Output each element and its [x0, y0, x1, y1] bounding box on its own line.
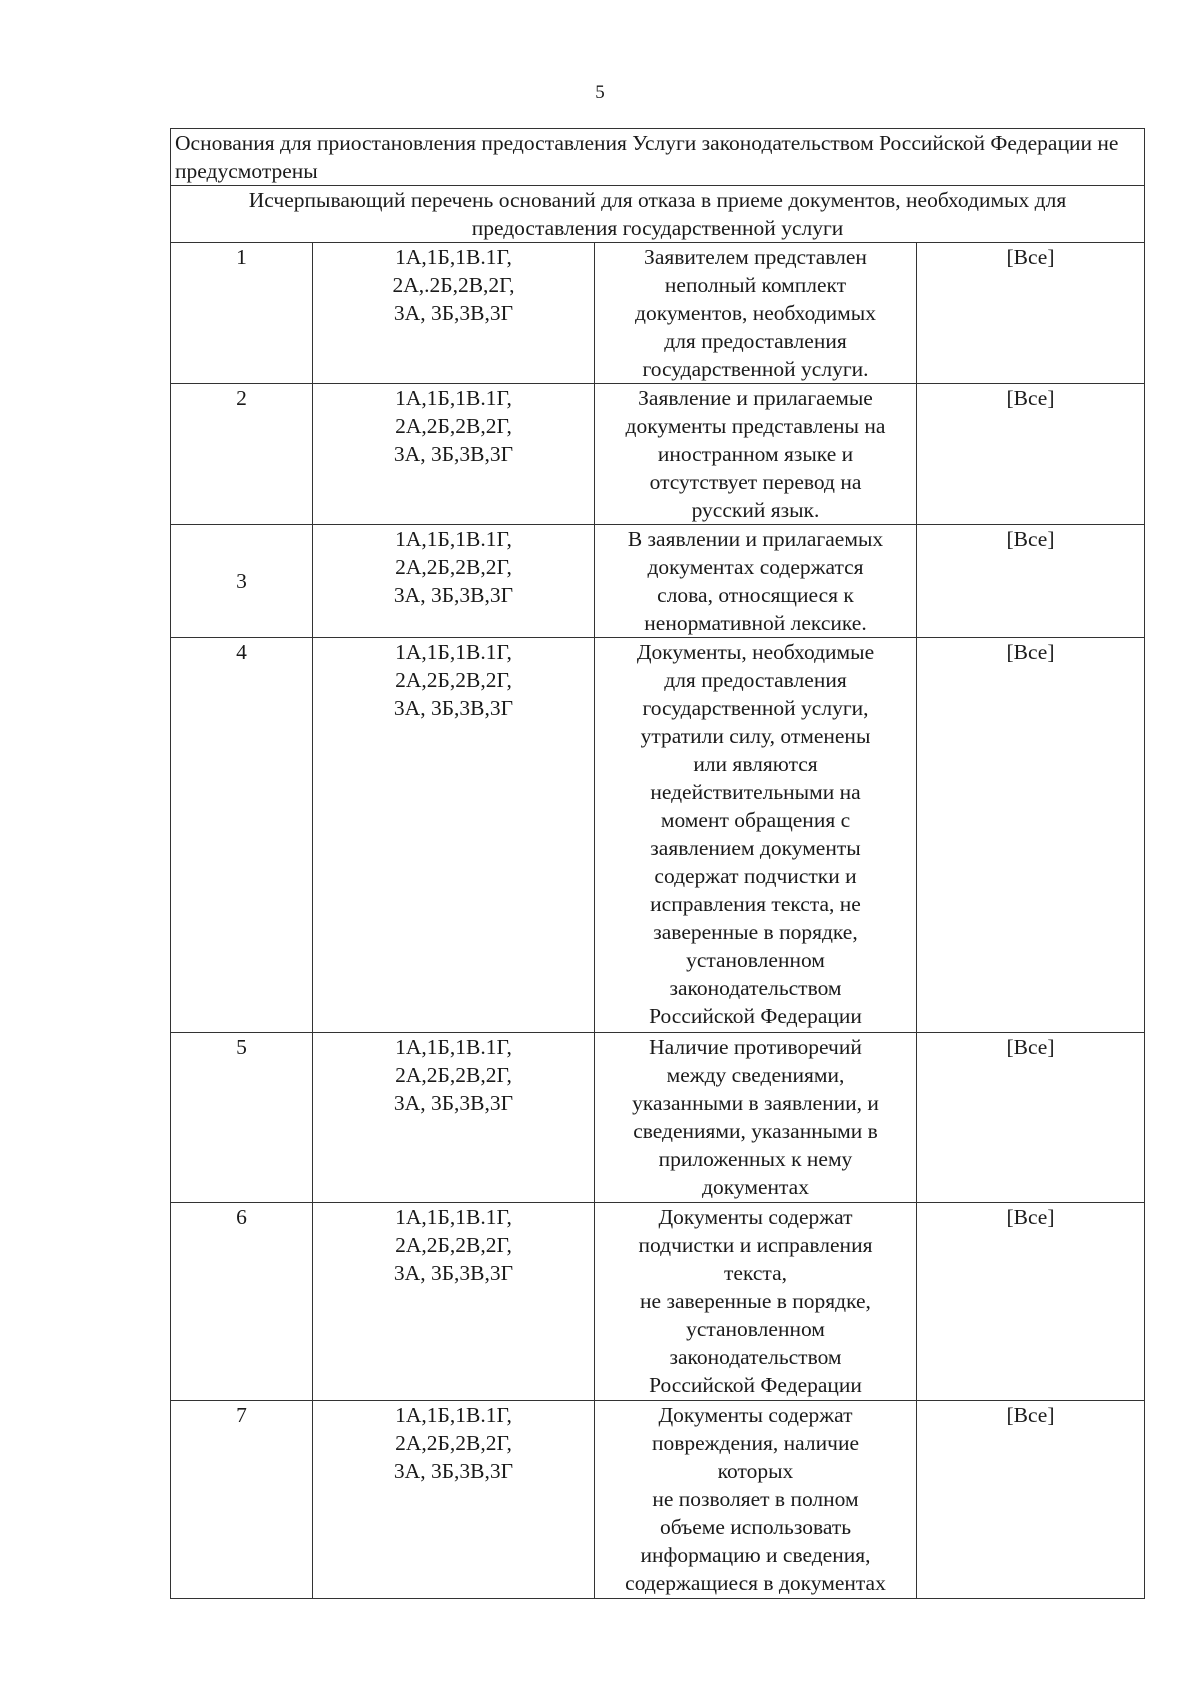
- table-row: [171, 243, 1145, 384]
- refusal-reason-line: которых: [717, 1459, 794, 1483]
- refusal-reason-line: ненормативной лексике.: [644, 611, 867, 635]
- refusal-reason-line: государственной услуги,: [642, 696, 869, 720]
- refusal-reason-cell: [595, 638, 917, 1033]
- row-number: 6: [171, 1203, 313, 1401]
- refusal-reason-line: не позволяет в полном: [652, 1487, 859, 1511]
- refusal-reason-line: для предоставления: [664, 668, 847, 692]
- applicant-code-line: 2А,2Б,2В,2Г,: [395, 555, 512, 579]
- refusal-reason-line: документы представлены на: [625, 414, 886, 438]
- refusal-header: Исчерпывающий перечень оснований для отказа в приеме документов, необходимых для предоставления государственной услуги: [171, 186, 1145, 243]
- refusal-reason-line: утратили силу, отменены: [640, 724, 871, 748]
- applicant-code-line: 2А,2Б,2В,2Г,: [395, 1233, 512, 1257]
- refusal-reason-line: информацию и сведения,: [640, 1543, 871, 1567]
- applicant-code-line: 3А, 3Б,3В,3Г: [393, 1091, 514, 1115]
- refusal-reason-line: русский язык.: [691, 498, 820, 522]
- applies-to-cell: [Все]: [917, 384, 1145, 525]
- refusal-reason-line: содержащиеся в документах: [625, 1571, 886, 1595]
- applicant-code-line: 1А,1Б,1В.1Г,: [395, 1035, 512, 1059]
- refusal-reason-line: слова, относящиеся к: [657, 583, 854, 607]
- applicant-code-line: 2А,2Б,2В,2Г,: [395, 414, 512, 438]
- applicant-codes-cell: [313, 525, 595, 638]
- row-number: 3: [171, 525, 313, 638]
- refusal-reason-line: сведениями, указанными в: [633, 1119, 878, 1143]
- refusal-reason-line: подчистки и исправления: [638, 1233, 873, 1257]
- refusal-reason-line: заявлением документы: [650, 836, 861, 860]
- table-row: [171, 384, 1145, 525]
- refusal-reason-line: Заявителем представлен: [644, 245, 867, 269]
- refusal-reason-line: отсутствует перевод на: [649, 470, 862, 494]
- row-number: 7: [171, 1401, 313, 1599]
- refusal-reason-line: повреждения, наличие: [651, 1431, 860, 1455]
- applicant-codes-cell: [313, 243, 595, 384]
- applies-to-cell: [Все]: [917, 1401, 1145, 1599]
- refusal-reason-line: Документы, необходимые: [636, 640, 875, 664]
- refusal-reason-line: исправления текста, не: [650, 892, 861, 916]
- applicant-codes-cell: [313, 638, 595, 1033]
- refusal-reason-line: недействительными на: [650, 780, 861, 804]
- refusal-reason-line: законодательством: [669, 1345, 842, 1369]
- refusal-reason-line: документов, необходимых: [635, 301, 876, 325]
- refusal-reason-cell: [595, 1033, 917, 1203]
- table-row: [171, 1033, 1145, 1203]
- applies-to-cell: [Все]: [917, 638, 1145, 1033]
- applies-to-cell: [Все]: [917, 1033, 1145, 1203]
- applicant-code-line: 1А,1Б,1В.1Г,: [395, 640, 512, 664]
- refusal-reason-cell: [595, 1401, 917, 1599]
- refusal-reason-line: документах содержатся: [647, 555, 864, 579]
- refusal-reason-line: установленном: [686, 1317, 825, 1341]
- applicant-code-line: 2А,2Б,2В,2Г,: [395, 668, 512, 692]
- row-number: 4: [171, 638, 313, 1033]
- refusal-reason-line: государственной услуги.: [642, 357, 869, 381]
- applicant-codes-cell: [313, 1401, 595, 1599]
- applicant-code-line: 2А,2Б,2В,2Г,: [395, 1063, 512, 1087]
- refusal-reason-cell: [595, 384, 917, 525]
- suspension-row: [171, 129, 1145, 186]
- suspension-note: Основания для приостановления предоставления Услуги законодательством Российской Федерации не предусмотрены: [171, 129, 1145, 186]
- applicant-code-line: 3А, 3Б,3В,3Г: [393, 301, 514, 325]
- applies-to-cell: [Все]: [917, 243, 1145, 384]
- refusal-reason-line: законодательством: [669, 976, 842, 1000]
- refusal-reason-cell: [595, 243, 917, 384]
- page-number: 5: [595, 82, 605, 103]
- refusal-reason-line: иностранном языке и: [657, 442, 854, 466]
- refusal-reason-line: приложенных к нему: [658, 1147, 853, 1171]
- applicant-code-line: 1А,1Б,1В.1Г,: [395, 1403, 512, 1427]
- applicant-codes-cell: [313, 1033, 595, 1203]
- refusal-reason-line: документах: [702, 1175, 809, 1199]
- refusal-reason-line: или являются: [693, 752, 818, 776]
- refusal-reason-line: момент обращения с: [660, 808, 851, 832]
- applicant-code-line: 3А, 3Б,3В,3Г: [393, 1261, 514, 1285]
- refusal-reason-cell: [595, 1203, 917, 1401]
- refusal-reason-line: не заверенные в порядке,: [640, 1289, 871, 1313]
- row-number: 1: [171, 243, 313, 384]
- row-number: 2: [171, 384, 313, 525]
- applies-to-cell: [Все]: [917, 525, 1145, 638]
- refusal-reason-line: текста,: [724, 1261, 787, 1285]
- applicant-code-line: 2А,2Б,2В,2Г,: [395, 1431, 512, 1455]
- refusal-grounds-table: [170, 128, 1145, 1599]
- row-number: 5: [171, 1033, 313, 1203]
- refusal-reason-line: Заявление и прилагаемые: [638, 386, 873, 410]
- refusal-reason-line: неполный комплект: [664, 273, 847, 297]
- refusal-reason-line: указанными в заявлении, и: [632, 1091, 879, 1115]
- refusal-reason-line: заверенные в порядке,: [653, 920, 858, 944]
- applicant-code-line: 1А,1Б,1В.1Г,: [395, 1205, 512, 1229]
- applicant-code-line: 3А, 3Б,3В,3Г: [393, 1459, 514, 1483]
- refusal-header-row: [171, 186, 1145, 243]
- refusal-reason-line: Российской Федерации: [649, 1004, 862, 1028]
- table-row: [171, 525, 1145, 638]
- refusal-reason-line: установленном: [686, 948, 825, 972]
- applicant-code-line: 3А, 3Б,3В,3Г: [393, 442, 514, 466]
- table-row: [171, 1203, 1145, 1401]
- applicant-code-line: 3А, 3Б,3В,3Г: [393, 696, 514, 720]
- refusal-reason-line: В заявлении и прилагаемых: [627, 527, 884, 551]
- refusal-reason-line: содержат подчистки и: [654, 864, 857, 888]
- refusal-reason-line: Наличие противоречий: [649, 1035, 862, 1059]
- refusal-reason-cell: [595, 525, 917, 638]
- applicant-code-line: 1А,1Б,1В.1Г,: [395, 527, 512, 551]
- table-row: [171, 638, 1145, 1033]
- applicant-codes-cell: [313, 1203, 595, 1401]
- applicant-code-line: 1А,1Б,1В.1Г,: [395, 386, 512, 410]
- refusal-reason-line: между сведениями,: [666, 1063, 845, 1087]
- refusal-reason-line: Документы содержат: [658, 1403, 853, 1427]
- refusal-reason-line: Документы содержат: [658, 1205, 853, 1229]
- applicant-codes-cell: [313, 384, 595, 525]
- table-row: [171, 1401, 1145, 1599]
- refusal-reason-line: для предоставления: [664, 329, 847, 353]
- applies-to-cell: [Все]: [917, 1203, 1145, 1401]
- applicant-code-line: 3А, 3Б,3В,3Г: [393, 583, 514, 607]
- refusal-reason-line: объеме использовать: [659, 1515, 852, 1539]
- applicant-code-line: 1А,1Б,1В.1Г,: [395, 245, 512, 269]
- refusal-reason-line: Российской Федерации: [649, 1373, 862, 1397]
- applicant-code-line: 2А,.2Б,2В,2Г,: [392, 273, 515, 297]
